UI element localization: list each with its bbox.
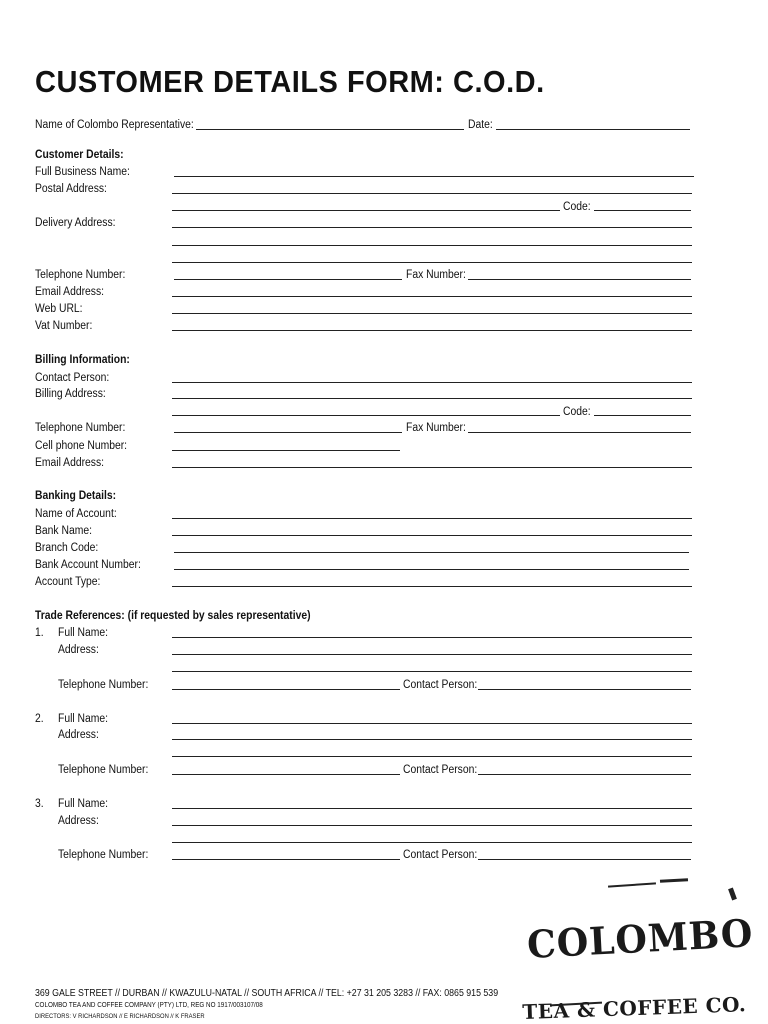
billing-telephone-field[interactable] — [174, 432, 402, 433]
billing-email-label: Email Address: — [35, 457, 105, 469]
ref-1-contact-field[interactable] — [478, 689, 691, 690]
ref-1-address-label: Address: — [58, 644, 99, 656]
ref-2-number: 2. — [35, 713, 44, 725]
bank-name-label: Bank Name: — [35, 525, 92, 537]
banking-heading: Banking Details: — [35, 490, 117, 502]
footer-address: 369 GALE STREET // DURBAN // KWAZULU-NATAL // SOUTH AFRICA // TEL: +27 31 205 3283 // FAX: 0865 915 539 — [35, 988, 499, 999]
billing-address-label: Billing Address: — [35, 388, 106, 400]
ref-2-tel-field[interactable] — [172, 774, 400, 775]
logo-smudge — [608, 882, 656, 887]
billing-code-field[interactable] — [594, 415, 691, 416]
business-name-label: Full Business Name: — [35, 166, 130, 178]
ref-2-tel-label: Telephone Number: — [58, 764, 149, 776]
delivery-address-label: Delivery Address: — [35, 217, 116, 229]
ref-2-address-field-2[interactable] — [172, 756, 692, 757]
ref-1-name-field[interactable] — [172, 637, 692, 638]
email-label: Email Address: — [35, 286, 105, 298]
telephone-label: Telephone Number: — [35, 269, 126, 281]
account-number-field[interactable] — [174, 569, 689, 570]
ref-1-tel-field[interactable] — [172, 689, 400, 690]
billing-heading: Billing Information: — [35, 354, 130, 366]
postal-code-field[interactable] — [594, 210, 691, 211]
bank-name-field[interactable] — [172, 535, 692, 536]
ref-3-name-field[interactable] — [172, 808, 692, 809]
postal-address-label: Postal Address: — [35, 183, 107, 195]
ref-3-name-label: Full Name: — [58, 798, 109, 810]
logo-tagline: TEA & COFFEE CO. — [522, 992, 747, 1024]
ref-3-address-field-2[interactable] — [172, 842, 692, 843]
footer-company: COLOMBO TEA AND COFFEE COMPANY (PTY) LTD, REG NO 1917/003107/08 — [35, 1002, 263, 1009]
colombo-logo — [500, 870, 768, 1024]
ref-3-number: 3. — [35, 798, 44, 810]
ref-2-address-label: Address: — [58, 729, 99, 741]
ref-1-tel-label: Telephone Number: — [58, 679, 149, 691]
business-name-field[interactable] — [174, 176, 694, 177]
delivery-address-field[interactable] — [172, 227, 692, 228]
account-name-field[interactable] — [172, 518, 692, 519]
vat-number-label: Vat Number: — [35, 320, 93, 332]
delivery-address-field-3[interactable] — [172, 262, 692, 263]
billing-code-label: Code: — [563, 406, 591, 418]
ref-3-tel-label: Telephone Number: — [58, 849, 149, 861]
billing-fax-label: Fax Number: — [406, 422, 466, 434]
ref-3-contact-field[interactable] — [478, 859, 691, 860]
telephone-field[interactable] — [174, 279, 402, 280]
ref-2-contact-label: Contact Person: — [403, 764, 478, 776]
postal-address-field[interactable] — [172, 193, 692, 194]
rep-label: Name of Colombo Representative: — [35, 119, 194, 131]
billing-address-field-2[interactable] — [172, 415, 560, 416]
date-field[interactable] — [496, 129, 690, 130]
date-label: Date: — [468, 119, 493, 131]
branch-code-field[interactable] — [174, 552, 689, 553]
billing-contact-label: Contact Person: — [35, 372, 110, 384]
billing-address-field[interactable] — [172, 398, 692, 399]
account-type-field[interactable] — [172, 586, 692, 587]
billing-fax-field[interactable] — [468, 432, 691, 433]
footer-directors: DIRECTORS: V RICHARDSON // E RICHARDSON // K FRASER — [35, 1013, 205, 1020]
trade-heading: Trade References: (if requested by sales representative) — [35, 610, 311, 622]
account-name-label: Name of Account: — [35, 508, 117, 520]
postal-code-label: Code: — [563, 201, 591, 213]
ref-3-address-field[interactable] — [172, 825, 692, 826]
logo-smudge — [728, 888, 737, 901]
ref-1-address-field-2[interactable] — [172, 671, 692, 672]
fax-label: Fax Number: — [406, 269, 466, 281]
email-field[interactable] — [172, 296, 692, 297]
cell-phone-label: Cell phone Number: — [35, 440, 128, 452]
billing-telephone-label: Telephone Number: — [35, 422, 126, 434]
ref-1-name-label: Full Name: — [58, 627, 109, 639]
delivery-address-field-2[interactable] — [172, 245, 692, 246]
branch-code-label: Branch Code: — [35, 542, 99, 554]
form-title: CUSTOMER DETAILS FORM: C.O.D. — [35, 66, 545, 100]
postal-address-field-2[interactable] — [172, 210, 560, 211]
ref-3-address-label: Address: — [58, 815, 99, 827]
fax-field[interactable] — [468, 279, 691, 280]
ref-1-number: 1. — [35, 627, 44, 639]
billing-email-field[interactable] — [172, 467, 692, 468]
billing-contact-field[interactable] — [172, 382, 692, 383]
ref-3-contact-label: Contact Person: — [403, 849, 478, 861]
account-type-label: Account Type: — [35, 576, 101, 588]
web-url-label: Web URL: — [35, 303, 83, 315]
ref-1-contact-label: Contact Person: — [403, 679, 478, 691]
customer-heading: Customer Details: — [35, 149, 124, 161]
web-url-field[interactable] — [172, 313, 692, 314]
ref-2-address-field[interactable] — [172, 739, 692, 740]
ref-1-address-field[interactable] — [172, 654, 692, 655]
vat-number-field[interactable] — [172, 330, 692, 331]
ref-2-name-label: Full Name: — [58, 713, 109, 725]
account-number-label: Bank Account Number: — [35, 559, 141, 571]
ref-2-contact-field[interactable] — [478, 774, 691, 775]
cell-phone-field[interactable] — [172, 450, 400, 451]
ref-2-name-field[interactable] — [172, 723, 692, 724]
ref-3-tel-field[interactable] — [172, 859, 400, 860]
logo-wordmark: COLOMBO — [526, 910, 755, 967]
rep-field[interactable] — [196, 129, 464, 130]
logo-smudge — [660, 878, 688, 882]
